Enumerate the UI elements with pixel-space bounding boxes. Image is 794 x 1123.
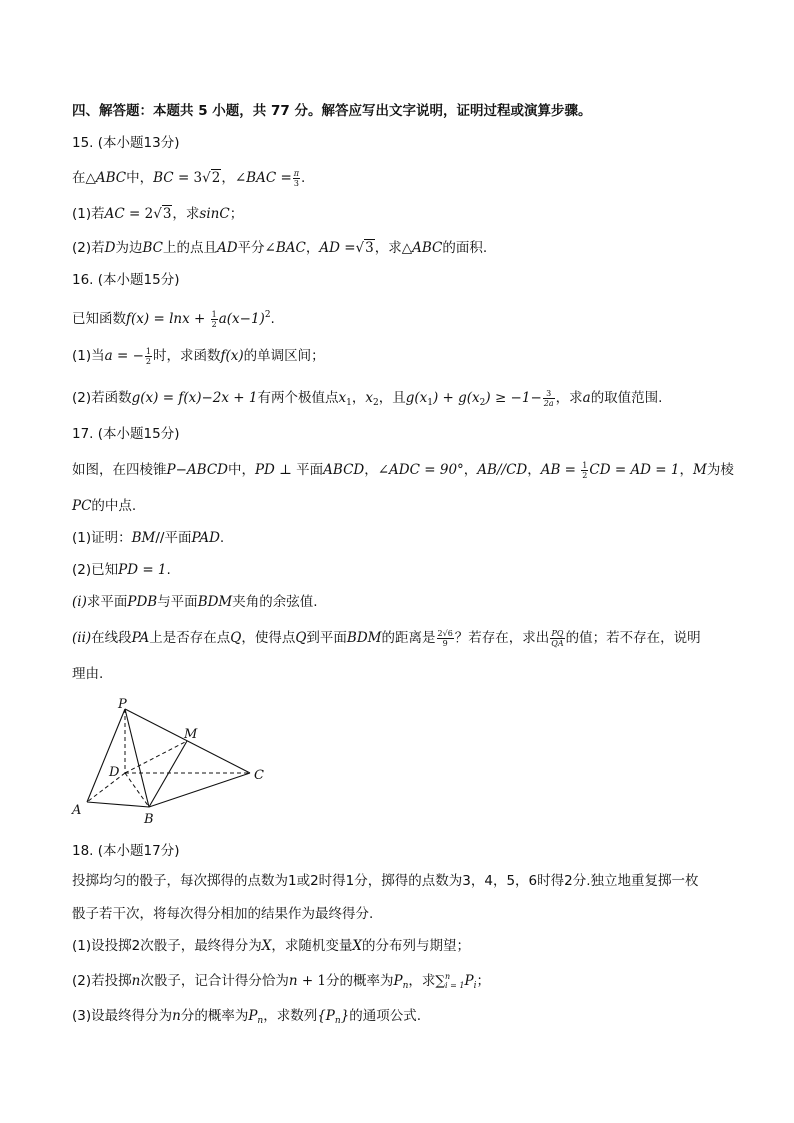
- q16-stem: 已知函数f(x) = lnx + $\frac{1}{2}$ $a(x-1)^2$.: [72, 309, 275, 329]
- q15-stem: 在△ABC中，BC = 3√2，∠BAC = $\frac{\pi}{3}$ .: [72, 168, 306, 188]
- q17-part2: (2)已知PD = 1.: [72, 562, 171, 578]
- q17-part1: (1)证明：BM//平面PAD.: [72, 530, 225, 546]
- vertex-label-b: B: [144, 812, 154, 827]
- q18-part3: (3)设最终得分为n分的概率为$P_n$，求数列$\{P_n\}$的通项公式.: [72, 1008, 422, 1026]
- vertex-label-a: A: [72, 803, 82, 818]
- vertex-label-p: P: [118, 697, 127, 712]
- q18-stem-line2: 骰子若干次，将每次得分相加的结果作为最终得分.: [72, 906, 374, 922]
- q15-part1: (1)若AC = 2√3，求sinC；: [72, 206, 244, 222]
- q16-header: 16. (本小题15分): [72, 272, 180, 288]
- q18-header: 18. (本小题17分): [72, 843, 180, 859]
- edge-ab: [87, 802, 149, 807]
- q17-part2-i: (i)求平面PDB与平面BDM夹角的余弦值.: [72, 594, 318, 610]
- q18-part2: (2)若投掷n次骰子，记合计得分恰为n + 1分的概率为$P_n$，求∑ n i = 1 $P_i$；: [72, 972, 490, 991]
- q16-part1: (1)当a = − $\frac{1}{2}$ 时，求函数f(x)的单调区间；: [72, 346, 325, 366]
- q18-part1: (1)设投掷2次骰子，最终得分为X，求随机变量X的分布列与期望；: [72, 938, 470, 954]
- edge-bm: [149, 741, 187, 807]
- q17-stem-line1: 如图，在四棱锥P−ABCD中，PD ⊥ 平面ABCD，∠ADC = 90°，AB//CD，AB = $\frac{1}{2}$ CD = AD = 1，M为棱: [72, 460, 734, 480]
- q17-header: 17. (本小题15分): [72, 426, 180, 442]
- vertex-label-m: M: [184, 727, 198, 742]
- q15-part2: (2)若D为边BC上的点且AD平分∠BAC，AD =√3，求△ABC的面积.: [72, 240, 488, 256]
- q15-header: 15. (本小题13分): [72, 135, 180, 151]
- q17-stem-line2: PC的中点.: [72, 498, 137, 514]
- pyramid-figure: [70, 696, 280, 830]
- q18-stem-line1: 投掷均匀的骰子，每次掷得的点数为1或2时得1分，掷得的点数为3，4，5，6时得2分.独立地重复掷一枚: [72, 873, 699, 889]
- q17-part2-ii: (ii)在线段PA上是否存在点Q，使得点Q到平面BDM的距离是 $\frac{2√6}{9}$ ？若存在，求出 $\frac{PQ}{QA}$ 的值；若不存在，说明: [72, 628, 701, 648]
- section-title: 四、解答题：本题共 5 小题，共 77 分。解答应写出文字说明，证明过程或演算步骤。: [72, 103, 592, 119]
- edge-pb: [125, 709, 149, 807]
- q17-part2-ii-cont: 理由.: [72, 666, 104, 682]
- vertex-label-d: D: [109, 765, 120, 780]
- q16-part2: (2)若函数g(x) = f(x)−2x + 1有两个极值点$x_1$，$x_2$，且$g(x_1) + g(x_2) \ge -1-$ $\frac{3}{2a}$ ，求a的取值范围.: [72, 388, 663, 408]
- vertex-label-c: C: [254, 768, 264, 783]
- edge-bc: [149, 773, 250, 807]
